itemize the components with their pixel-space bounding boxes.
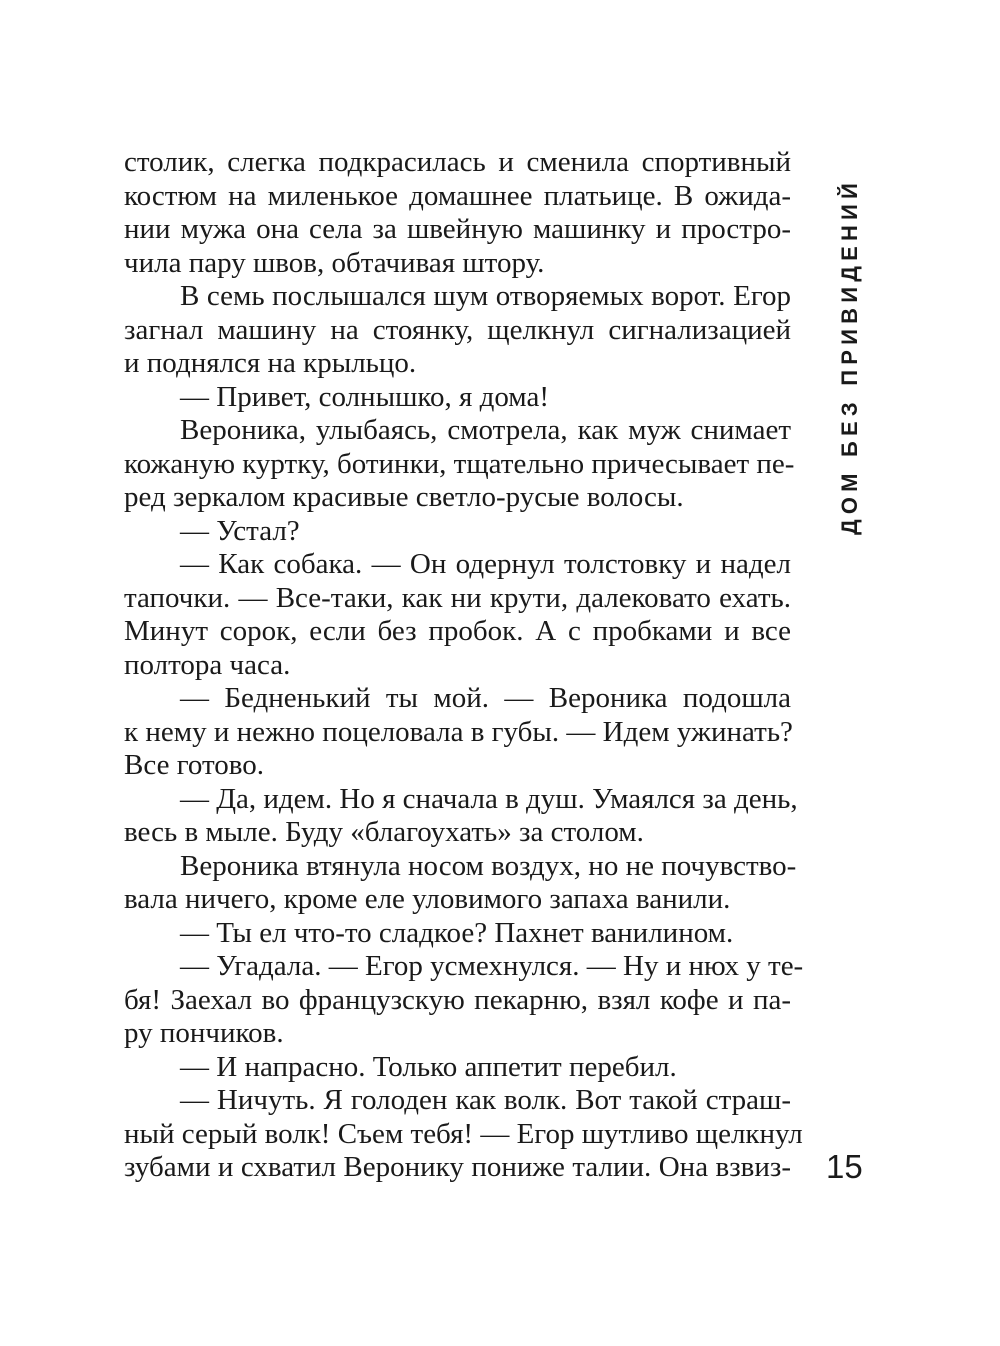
text-line-11: ред зеркалом красивые светло-русые волосы. [124,481,684,513]
text-line-7: и поднялся на крыльцо. [124,347,417,379]
text-line-13: — Как собака. — Он одернул толстовку и надел [180,548,791,580]
text-line-30: ный серый волк! Съем тебя! — Егор шутливо щелкнул [124,1117,803,1150]
text-line-9: Вероника, улыбаясь, смотрела, как муж снимает [180,414,791,446]
text-line-14: тапочки. — Все-таки, как ни крути, далековато ехать. [124,581,791,614]
text-line-24: — Ты ел что-то сладкое? Пахнет ванилином. [180,916,734,949]
text-line-25: — Угадала. — Егор усмехнулся. — Ну и нюх у те- [180,950,804,982]
page-number: 15 [826,1148,863,1185]
text-line-17: — Бедненький ты мой. — Вероника подошла [180,682,791,714]
running-head: ДОМ БЕЗ ПРИВИДЕНИЙ [837,177,862,535]
text-line-20: — Да, идем. Но я сначала в душ. Умаялся за день, [180,782,798,815]
text-line-19: Все готово. [124,749,265,781]
text-line-5: В семь послышался шум отворяемых ворот. Егор [180,280,791,312]
text-line-22: Вероника втянула носом воздух, но не почувство- [180,849,797,882]
text-line-12: — Устал? [180,514,300,547]
text-line-3: нии мужа она села за швейную машинку и простро- [124,213,791,245]
text-line-23: вала ничего, кроме еле уловимого запаха ванили. [124,883,731,915]
text-line-6: загнал машину на стоянку, щелкнул сигнализацией [124,313,791,346]
text-line-10: кожаную куртку, ботинки, тщательно причесывает пе- [124,447,795,480]
text-line-2: костюм на миленькое домашнее платьице. В ожида- [124,179,791,212]
text-line-1: столик, слегка подкрасилась и сменила спортивный [124,146,791,178]
text-line-4: чила пару швов, обтачивая штору. [124,246,545,279]
body-text [124,146,804,1185]
text-line-27: ру пончиков. [124,1017,284,1049]
text-line-18: к нему и нежно поцеловала в губы. — Идем ужинать? [124,715,793,748]
text-line-21: весь в мыле. Буду «благоухать» за столом. [124,816,644,848]
text-line-8: — Привет, солнышко, я дома! [180,380,549,413]
text-line-15: Минут сорок, если без пробок. А с пробками и все [124,615,791,647]
text-line-29: — Ничуть. Я голоден как волк. Вот такой страш- [180,1084,791,1116]
text-line-31: зубами и схватил Веронику пониже талии. Она взвиз- [124,1151,791,1183]
text-line-26: бя! Заехал во французскую пекарню, взял кофе и па- [124,983,791,1016]
text-line-28: — И напрасно. Только аппетит перебил. [180,1050,677,1083]
text-line-16: полтора часа. [124,648,291,681]
